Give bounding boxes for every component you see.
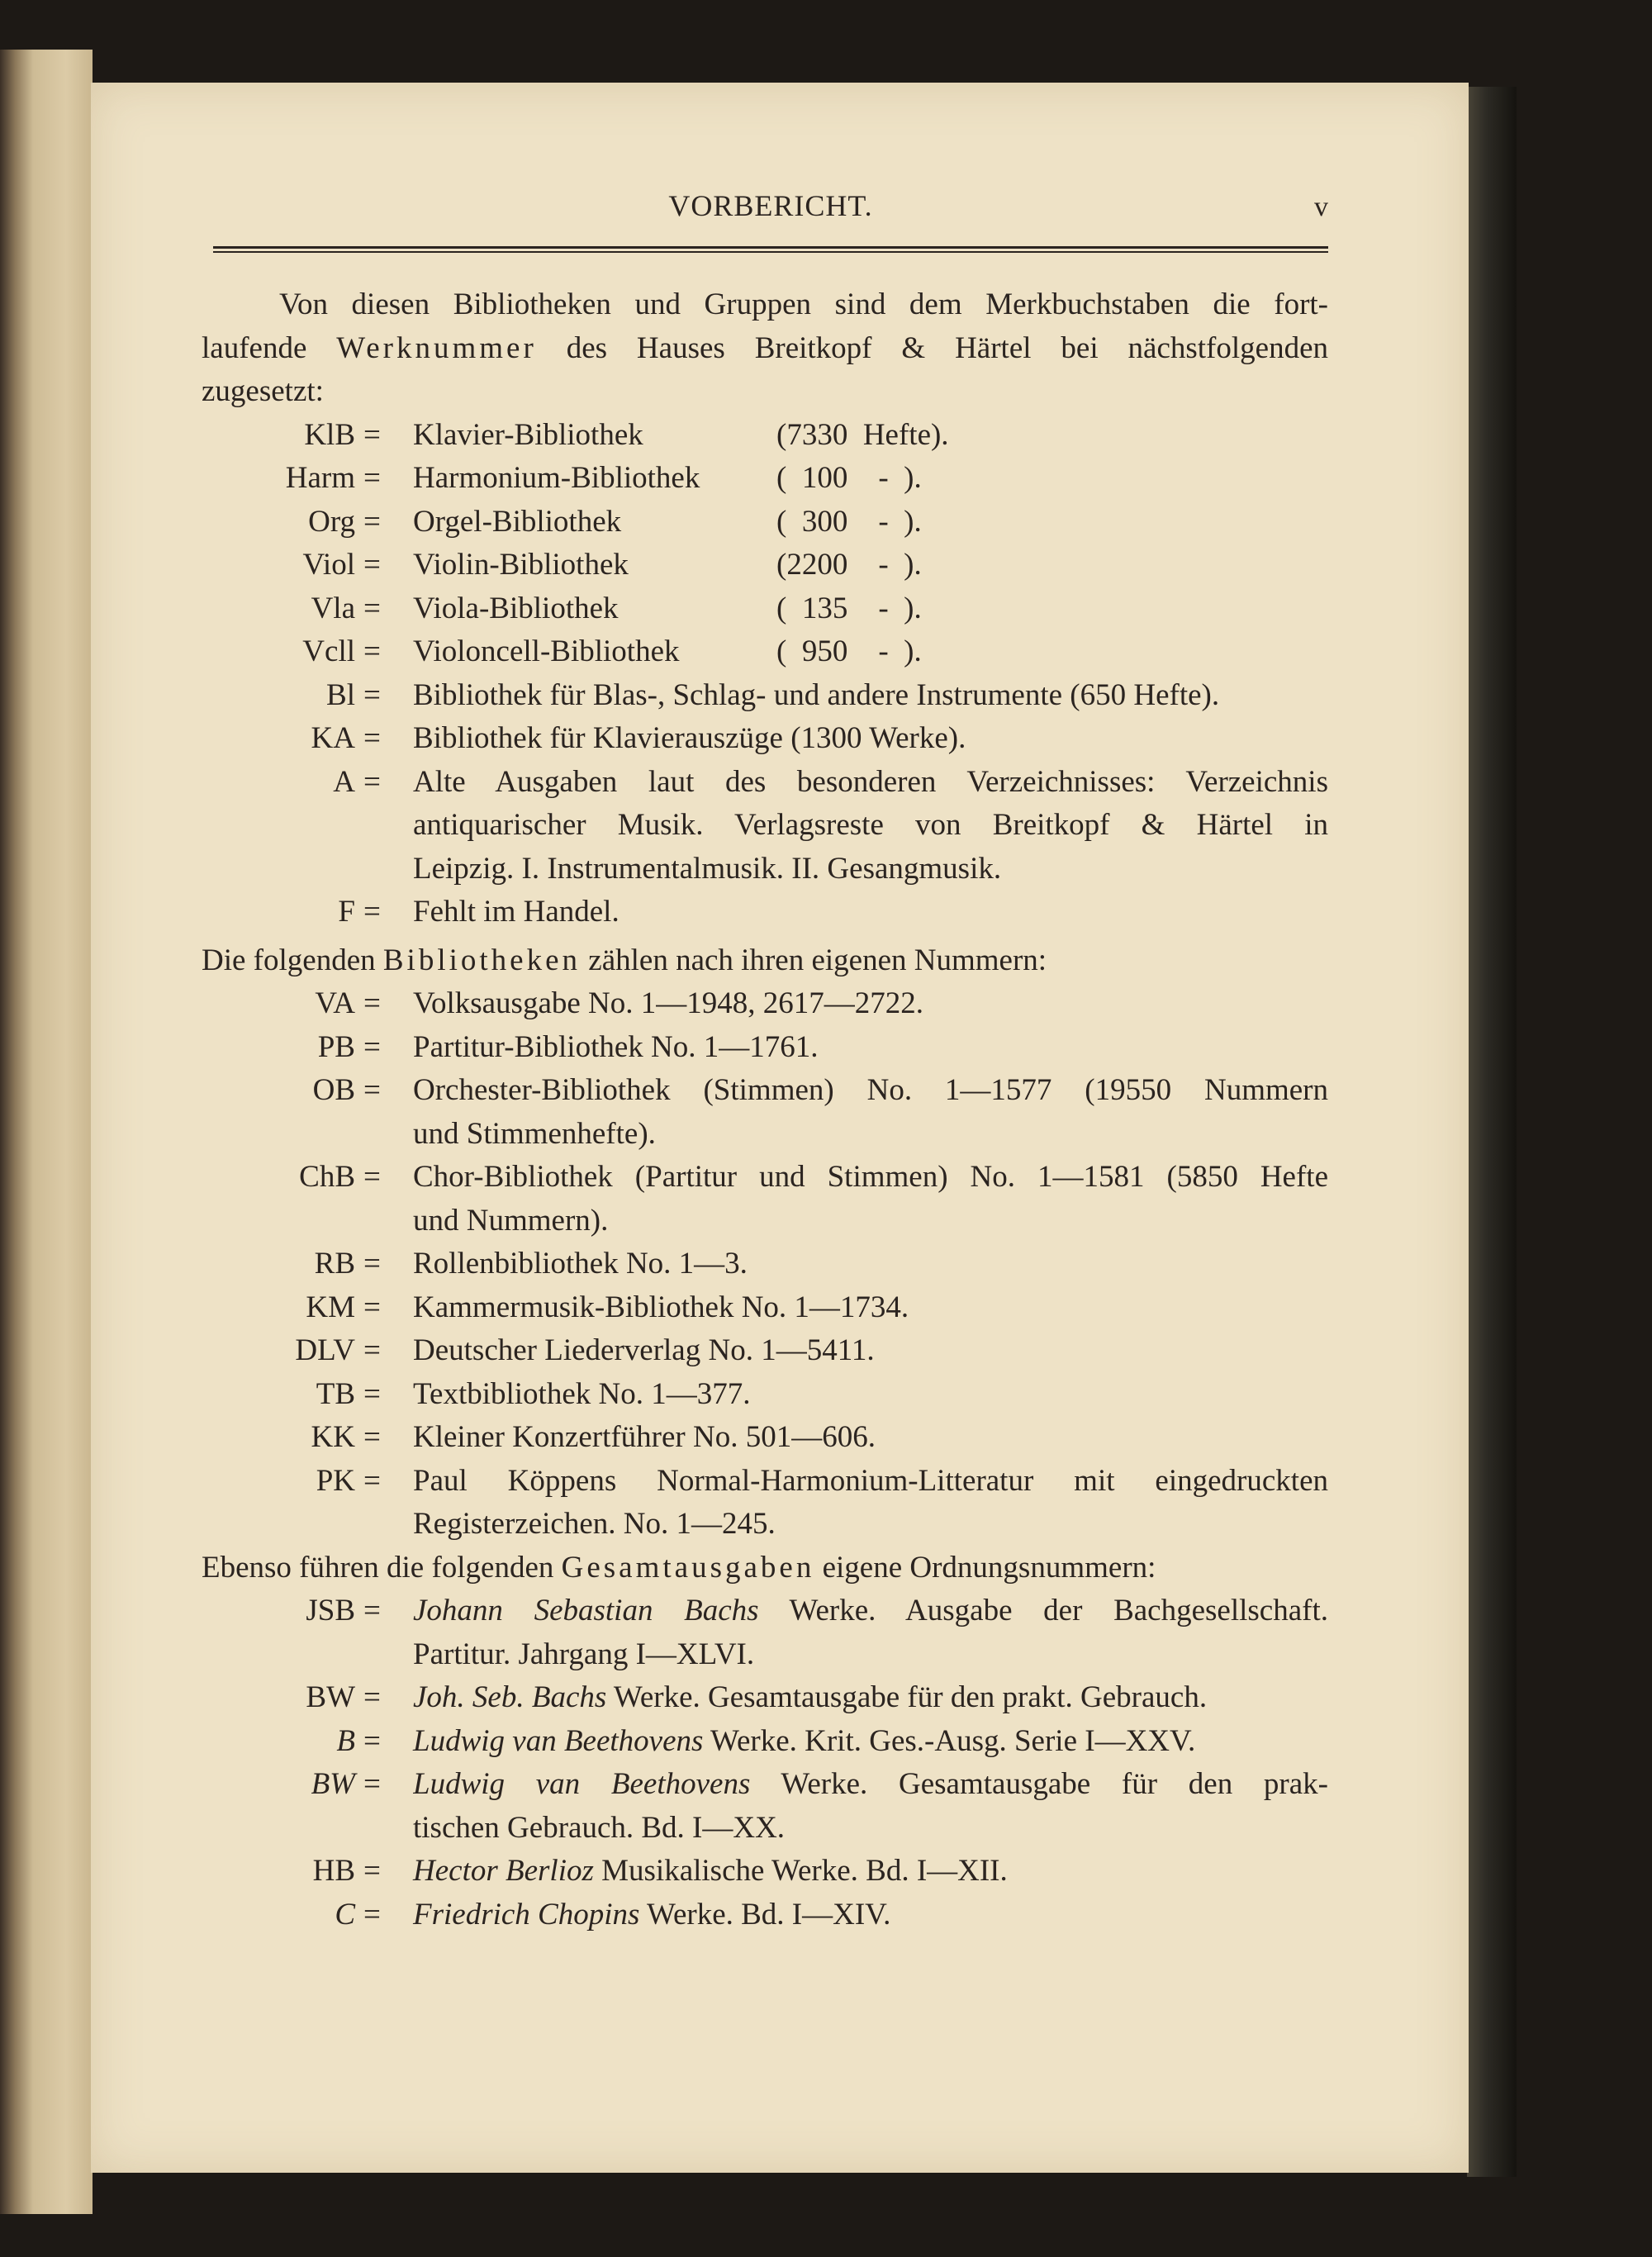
- text-run: Rollenbibliothek No. 1—3.: [413, 1247, 748, 1281]
- text-run: Bibliothek für Blas-, Schlag- und andere Instrumente (650 Hefte).: [413, 677, 1220, 712]
- text-run: Registerzeichen. No. 1—245.: [413, 1507, 776, 1541]
- library-name: Violin-Bibliothek: [413, 548, 629, 582]
- volume-count: ( 950 - ).: [776, 634, 922, 668]
- definition-entry: [202, 1373, 1328, 1417]
- abbreviation: ChB: [299, 1160, 355, 1194]
- running-title: VORBERICHT.: [668, 189, 873, 222]
- abbreviation: Bl: [326, 677, 355, 712]
- equals-sign: =: [363, 461, 381, 495]
- library-row: [202, 414, 1328, 458]
- equals-sign: =: [363, 1247, 381, 1281]
- equals-sign: =: [363, 417, 381, 452]
- text-run: und Nummern).: [413, 1203, 609, 1238]
- definition-line: [413, 1807, 1328, 1851]
- definition-line: [413, 1286, 1328, 1330]
- definition-line: [413, 1460, 1328, 1504]
- text-run: zugesetzt:: [202, 374, 324, 408]
- equals-sign: =: [363, 764, 381, 799]
- abbreviation: KlB: [304, 417, 355, 452]
- text-run: Bibliothek für Klavierauszüge (1300 Werke).: [413, 721, 966, 755]
- definition-line: [413, 1850, 1328, 1894]
- text-run: Werke. Gesamtausgabe für den prakt. Gebrauch.: [606, 1680, 1208, 1714]
- abbreviation: KA: [311, 721, 355, 755]
- text-run: antiquarischer Musik. Verlagsreste von Breitkopf & Härtel in: [413, 808, 1328, 842]
- abbreviation: Viol: [302, 548, 355, 582]
- definition-line: [413, 1156, 1328, 1200]
- book-cover-edge: [1467, 87, 1517, 2177]
- adjacent-page-edge: [0, 50, 93, 2214]
- equals-sign: =: [363, 895, 381, 929]
- text-run: Werke. Ausgabe der Bachgesellschaft.: [758, 1594, 1328, 1627]
- text-run: Kammermusik-Bibliothek No. 1—1734.: [413, 1290, 909, 1324]
- definition-line: [413, 1373, 1328, 1417]
- definition-entry: [202, 1589, 1328, 1676]
- volume-count: ( 100 - ).: [776, 461, 922, 495]
- spaced-emphasis: Werknummer: [336, 330, 537, 365]
- equals-sign: =: [363, 1290, 381, 1324]
- abbreviation: PK: [316, 1463, 355, 1498]
- abbreviation: PB: [317, 1029, 355, 1064]
- definition-line: [413, 1329, 1328, 1373]
- page-header: [213, 188, 1328, 230]
- equals-sign: =: [363, 1680, 381, 1714]
- text-run: Orchester-Bibliothek (Stimmen) No. 1—1577 (19550 Nummern: [413, 1073, 1328, 1107]
- definition-entry: [202, 761, 1328, 891]
- equals-sign: =: [363, 1594, 381, 1627]
- definition-line: [413, 1720, 1328, 1764]
- definition-line: [413, 1894, 1328, 1937]
- text-run: Die folgenden: [202, 943, 383, 977]
- abbreviation: OB: [312, 1073, 355, 1107]
- library-name: Klavier-Bibliothek: [413, 417, 643, 452]
- definition-line: [413, 1113, 1328, 1157]
- abbreviation: KK: [311, 1420, 355, 1454]
- header-double-rule: [213, 246, 1328, 253]
- equals-sign: =: [363, 1723, 381, 1758]
- abbreviation: JSB: [306, 1594, 355, 1627]
- text-run: des Hauses Breitkopf & Härtel bei nächstfolgenden: [536, 330, 1328, 365]
- definition-line: [413, 1416, 1328, 1460]
- volume-count: (7330 Hefte).: [776, 417, 949, 452]
- definition-line: [413, 1026, 1328, 1070]
- italic-text: Ludwig van Beethovens: [413, 1723, 704, 1758]
- definition-line: [413, 891, 1328, 934]
- text-run: Paul Köppens Normal-Harmonium-Litteratur mit eingedruckten: [413, 1463, 1328, 1498]
- volume-count: ( 135 - ).: [776, 591, 922, 625]
- definition-line: [413, 1243, 1328, 1286]
- equals-sign: =: [363, 504, 381, 539]
- text-run: Leipzig. I. Instrumentalmusik. II. Gesangmusik.: [413, 851, 1002, 886]
- definition-line: [413, 1069, 1328, 1113]
- equals-sign: =: [363, 1160, 381, 1194]
- library-name: Harmonium-Bibliothek: [413, 461, 700, 495]
- library-row: [202, 544, 1328, 587]
- volume-count: ( 300 - ).: [776, 504, 922, 539]
- definition-line: [413, 1503, 1328, 1547]
- text-line: [202, 327, 1328, 371]
- equals-sign: =: [363, 634, 381, 668]
- equals-sign: =: [363, 986, 381, 1020]
- abbreviation: Harm: [285, 461, 355, 495]
- definition-entry: [202, 1720, 1328, 1764]
- page-number: v: [1314, 192, 1328, 222]
- library-name: Violoncell-Bibliothek: [413, 634, 680, 668]
- abbreviation: F: [338, 895, 355, 929]
- definition-entry: [202, 982, 1328, 1026]
- definition-entry: [202, 1416, 1328, 1460]
- text-run: Partitur. Jahrgang I—XLVI.: [413, 1637, 755, 1671]
- page-body: [202, 283, 1328, 1936]
- abbreviation: RB: [314, 1247, 355, 1281]
- abbreviation: HB: [312, 1854, 355, 1888]
- definition-entry: [202, 1894, 1328, 1937]
- definition-entry: [202, 674, 1328, 718]
- library-row: [202, 457, 1328, 501]
- definition-line: [413, 674, 1328, 718]
- library-name: Orgel-Bibliothek: [413, 504, 622, 539]
- text-run: Chor-Bibliothek (Partitur und Stimmen) No. 1—1581 (5850 Hefte: [413, 1160, 1328, 1194]
- abbreviation: BW: [306, 1680, 355, 1714]
- italic-text: Johann Sebastian Bachs: [413, 1594, 759, 1627]
- definition-entry: [202, 1676, 1328, 1720]
- text-run: tischen Gebrauch. Bd. I—XX.: [413, 1810, 786, 1845]
- text-run: laufende: [202, 330, 337, 365]
- equals-sign: =: [363, 1897, 381, 1932]
- equals-sign: =: [363, 1029, 381, 1064]
- text-run: Werke. Gesamtausgabe für den prak-: [750, 1767, 1328, 1801]
- text-run: Kleiner Konzertführer No. 501—606.: [413, 1420, 876, 1454]
- definition-entry: [202, 1286, 1328, 1330]
- equals-sign: =: [363, 1333, 381, 1367]
- abbreviation: B: [336, 1723, 355, 1758]
- equals-sign: =: [363, 677, 381, 712]
- definition-entry: [202, 1243, 1328, 1286]
- abbreviation: KM: [306, 1290, 355, 1324]
- definition-entry: [202, 1850, 1328, 1894]
- text-run: und Stimmenhefte).: [413, 1116, 656, 1151]
- library-name: Viola-Bibliothek: [413, 591, 619, 625]
- definition-entry: [202, 1329, 1328, 1373]
- abbreviation: Vcll: [302, 634, 355, 668]
- text-run: eigene Ordnungsnummern:: [814, 1550, 1156, 1585]
- italic-text: Joh. Seb. Bachs: [413, 1680, 607, 1714]
- abbreviation: A: [333, 764, 355, 799]
- text-run: zählen nach ihren eigenen Nummern:: [581, 943, 1047, 977]
- definition-line: [413, 717, 1328, 761]
- text-run: Deutscher Liederverlag No. 1—5411.: [413, 1333, 875, 1367]
- abbreviation: BW: [311, 1767, 355, 1801]
- equals-sign: =: [363, 1767, 381, 1801]
- equals-sign: =: [363, 1420, 381, 1454]
- text-line: [202, 283, 1328, 327]
- text-line: [202, 1547, 1328, 1590]
- abbreviation: VA: [315, 986, 355, 1020]
- text-run: Textbibliothek No. 1—377.: [413, 1376, 751, 1411]
- spaced-emphasis: Bibliotheken: [382, 943, 582, 977]
- definition-line: [413, 761, 1328, 805]
- volume-count: (2200 - ).: [776, 548, 922, 582]
- text-line: [202, 939, 1328, 983]
- equals-sign: =: [363, 721, 381, 755]
- abbreviation: DLV: [295, 1333, 355, 1367]
- abbreviation: Org: [308, 504, 355, 539]
- library-row: [202, 501, 1328, 544]
- equals-sign: =: [363, 1854, 381, 1888]
- equals-sign: =: [363, 591, 381, 625]
- text-run: Partitur-Bibliothek No. 1—1761.: [413, 1029, 819, 1064]
- equals-sign: =: [363, 1463, 381, 1498]
- italic-text: Hector Berlioz: [413, 1854, 594, 1888]
- definition-entry: [202, 1763, 1328, 1850]
- abbreviation: TB: [316, 1376, 355, 1411]
- paragraph: [202, 1547, 1328, 1590]
- italic-text: Friedrich Chopins: [413, 1897, 640, 1932]
- definition-line: [413, 1676, 1328, 1720]
- equals-sign: =: [363, 1376, 381, 1411]
- equals-sign: =: [363, 1073, 381, 1107]
- definition-entry: [202, 1069, 1328, 1156]
- definition-line: [413, 804, 1328, 848]
- text-run: Ebenso führen die folgenden: [202, 1550, 562, 1585]
- spaced-emphasis: Gesamtausgaben: [561, 1550, 815, 1585]
- text-run: Von diesen Bibliotheken und Gruppen sind dem Merkbuchstaben die fort-: [279, 287, 1328, 321]
- definition-entry: [202, 1026, 1328, 1070]
- definition-entry: [202, 1156, 1328, 1243]
- italic-text: Ludwig van Beethovens: [413, 1767, 751, 1801]
- text-run: Fehlt im Handel.: [413, 895, 620, 929]
- paragraph: [202, 283, 1328, 414]
- text-run: Werke. Krit. Ges.-Ausg. Serie I—XXV.: [703, 1723, 1196, 1758]
- text-run: Musikalische Werke. Bd. I—XII.: [593, 1854, 1008, 1888]
- definition-entry: [202, 891, 1328, 934]
- definition-line: [413, 982, 1328, 1026]
- text-run: Volksausgabe No. 1—1948, 2617—2722.: [413, 986, 924, 1020]
- definition-line: [413, 1633, 1328, 1677]
- equals-sign: =: [363, 548, 381, 582]
- paragraph: [202, 939, 1328, 983]
- library-row: [202, 587, 1328, 631]
- text-run: Alte Ausgaben laut des besonderen Verzeichnisses: Verzeichnis: [413, 764, 1328, 799]
- definition-line: [413, 1763, 1328, 1807]
- text-line: [202, 370, 1328, 414]
- library-row: [202, 630, 1328, 674]
- definition-line: [413, 1589, 1328, 1633]
- abbreviation: C: [335, 1897, 355, 1932]
- text-run: Werke. Bd. I—XIV.: [639, 1897, 891, 1932]
- definition-line: [413, 848, 1328, 891]
- definition-line: [413, 1200, 1328, 1243]
- definition-entry: [202, 717, 1328, 761]
- definition-entry: [202, 1460, 1328, 1547]
- abbreviation: Vla: [311, 591, 355, 625]
